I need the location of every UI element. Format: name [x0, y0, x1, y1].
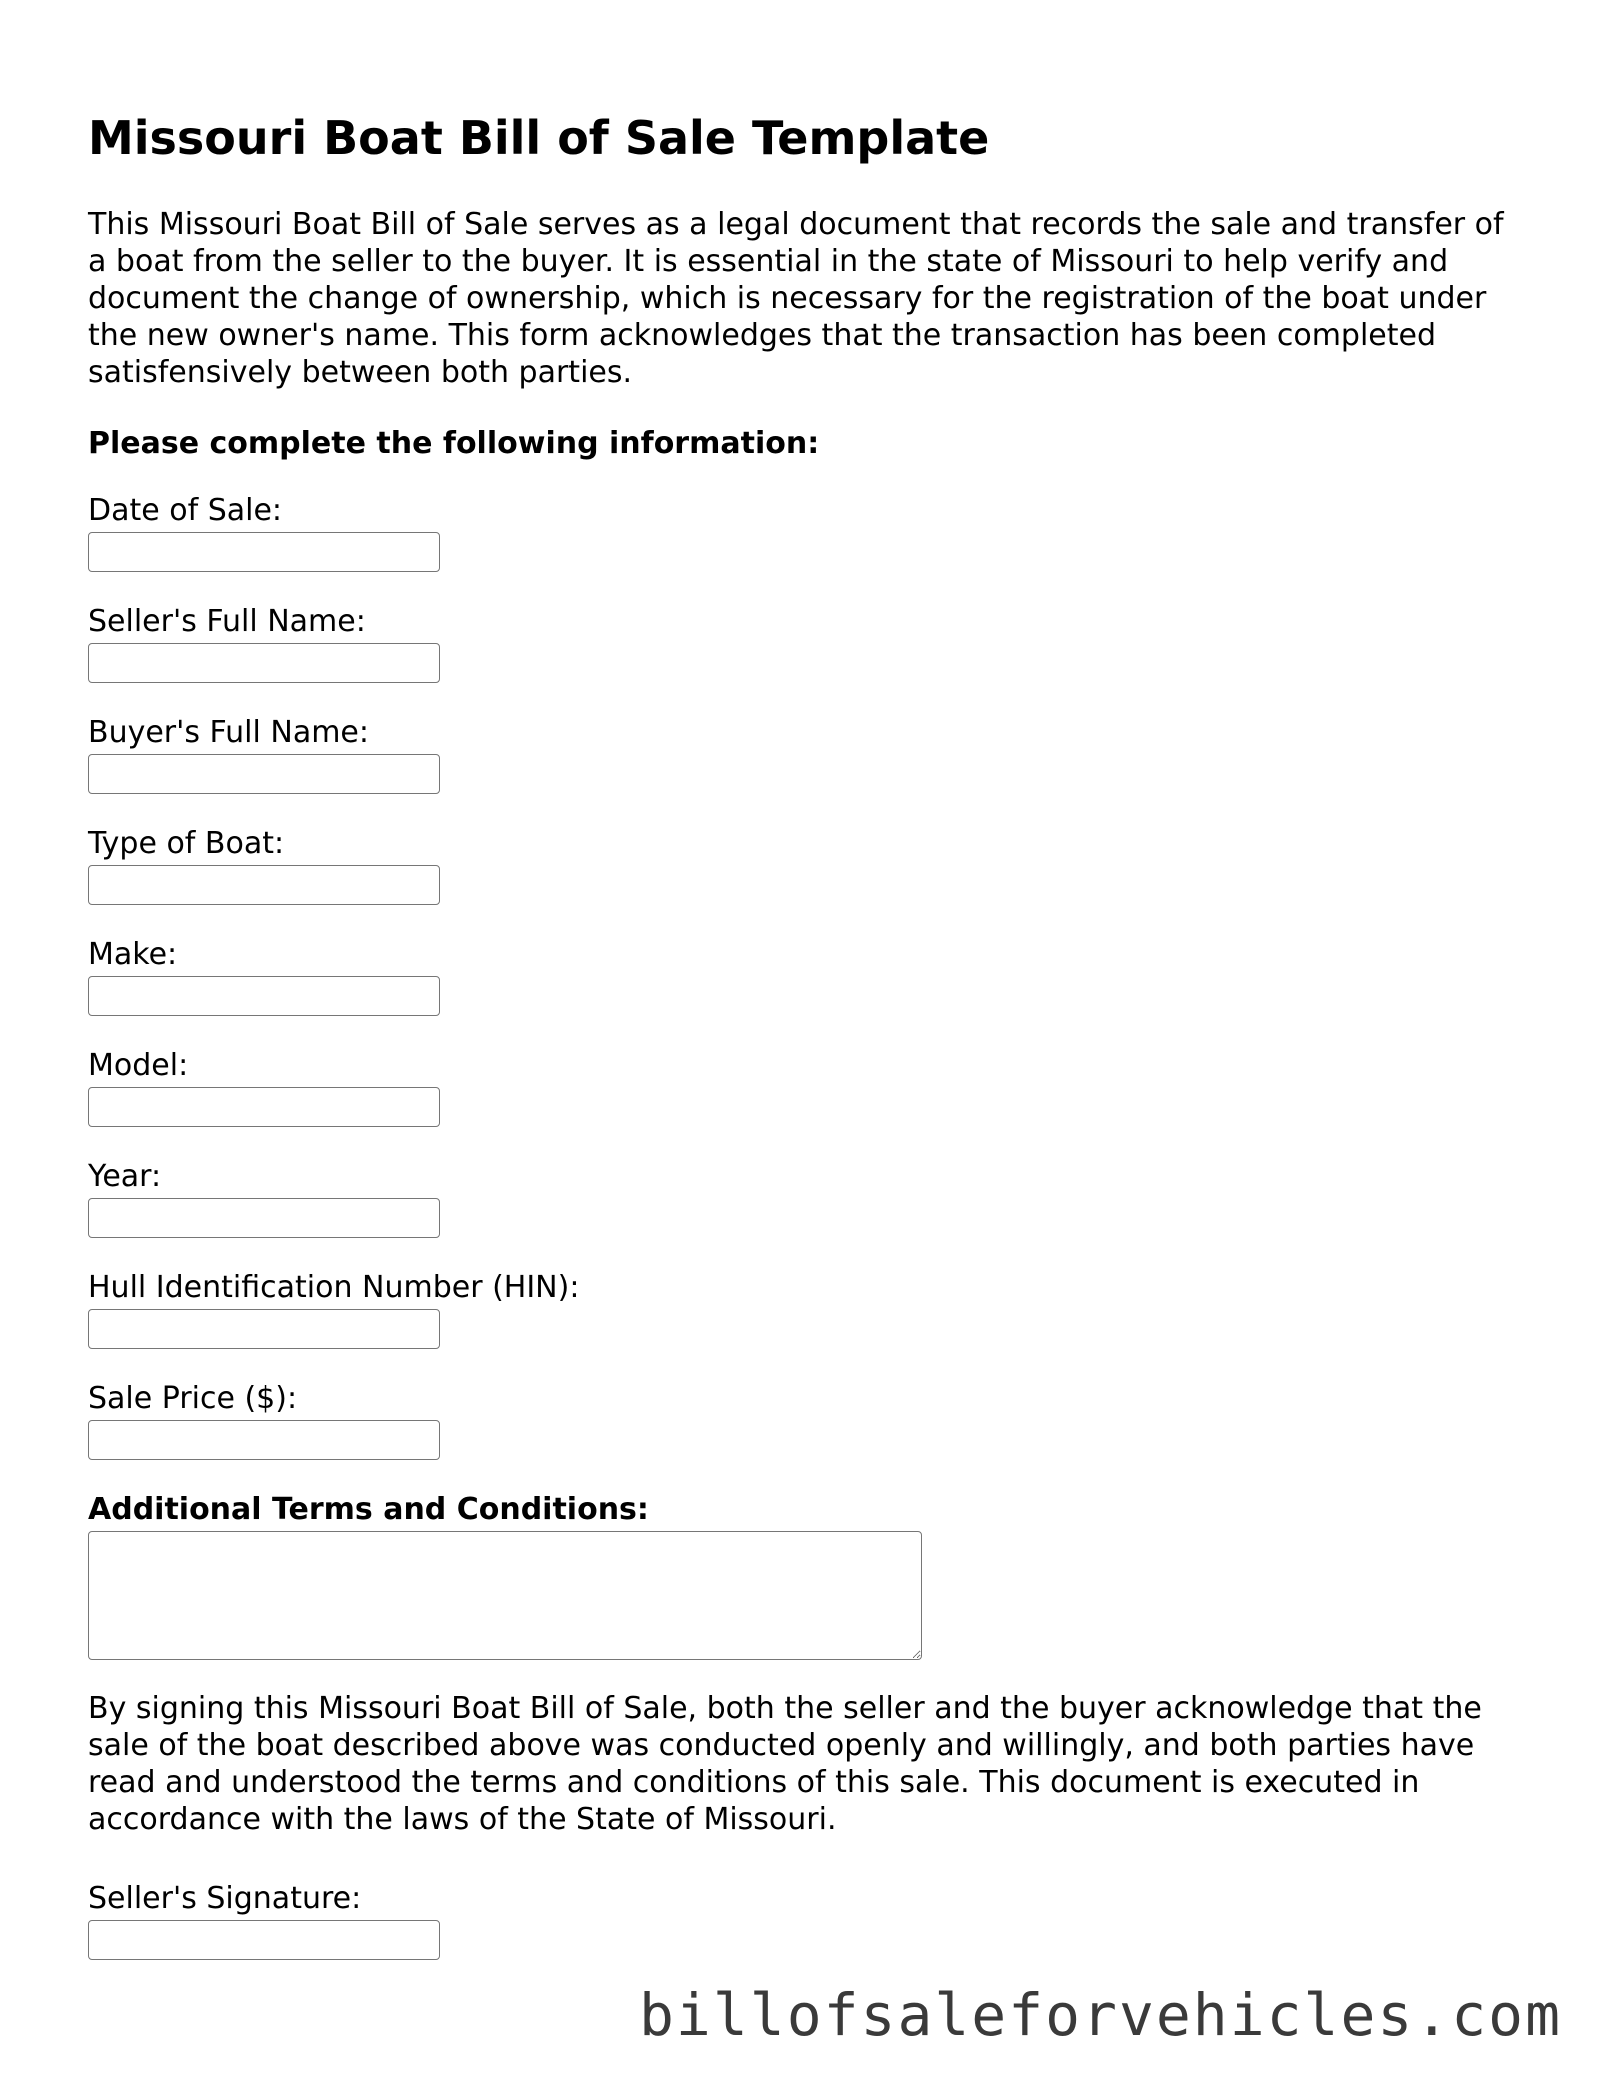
terms-label: Additional Terms and Conditions:	[88, 1492, 649, 1527]
hin-group	[88, 1269, 579, 1349]
date-of-sale-input[interactable]	[88, 532, 440, 572]
make-label: Make:	[88, 937, 178, 972]
sale-price-label: Sale Price ($):	[88, 1381, 298, 1416]
model-input[interactable]	[88, 1087, 440, 1127]
terms-textarea[interactable]	[88, 1531, 922, 1660]
hin-label: Hull Identification Number (HIN):	[88, 1270, 580, 1305]
seller-name-input[interactable]	[88, 643, 440, 683]
year-input[interactable]	[88, 1198, 440, 1238]
year-group	[88, 1158, 440, 1238]
seller-name-label: Seller's Full Name:	[88, 604, 366, 639]
model-label: Model:	[88, 1048, 189, 1083]
buyer-name-label: Buyer's Full Name:	[88, 715, 370, 750]
boat-type-label: Type of Boat:	[88, 826, 285, 861]
page-title: Missouri Boat Bill of Sale Template	[88, 111, 990, 165]
make-input[interactable]	[88, 976, 440, 1016]
make-group	[88, 936, 440, 1016]
sale-price-input[interactable]	[88, 1420, 440, 1460]
seller-signature-input[interactable]	[88, 1920, 440, 1960]
year-label: Year:	[88, 1159, 162, 1194]
terms-group	[88, 1491, 922, 1660]
seller-signature-group	[88, 1880, 440, 1960]
date-of-sale-label: Date of Sale:	[88, 493, 283, 528]
hin-input[interactable]	[88, 1309, 440, 1349]
closing-paragraph: By signing this Missouri Boat Bill of Sale, both the seller and the buyer acknowledge that the sale of the boat described above was conducted openly and willingly, and both parties have read and understood the terms and conditions of this sale. This document is executed in accordance with the laws of the State of Missouri.	[88, 1691, 1482, 1837]
seller-name-group	[88, 603, 440, 683]
date-of-sale-group	[88, 492, 440, 572]
site-watermark: billofsaleforvehicles.com	[639, 1981, 1562, 2049]
model-group	[88, 1047, 440, 1127]
boat-type-group	[88, 825, 440, 905]
intro-paragraph: This Missouri Boat Bill of Sale serves as a legal document that records the sale and transfer of a boat from the seller to the buyer. It is essential in the state of Missouri to help verify and document the change of ownership, which is necessary for the registration of the boat under the new owner's name. This form acknowledges that the transaction has been completed satisfensively between both parties.	[88, 207, 1504, 390]
buyer-name-input[interactable]	[88, 754, 440, 794]
boat-type-input[interactable]	[88, 865, 440, 905]
instructions-heading: Please complete the following information:	[88, 426, 820, 461]
seller-signature-label: Seller's Signature:	[88, 1881, 362, 1916]
sale-price-group	[88, 1380, 440, 1460]
buyer-name-group	[88, 714, 440, 794]
